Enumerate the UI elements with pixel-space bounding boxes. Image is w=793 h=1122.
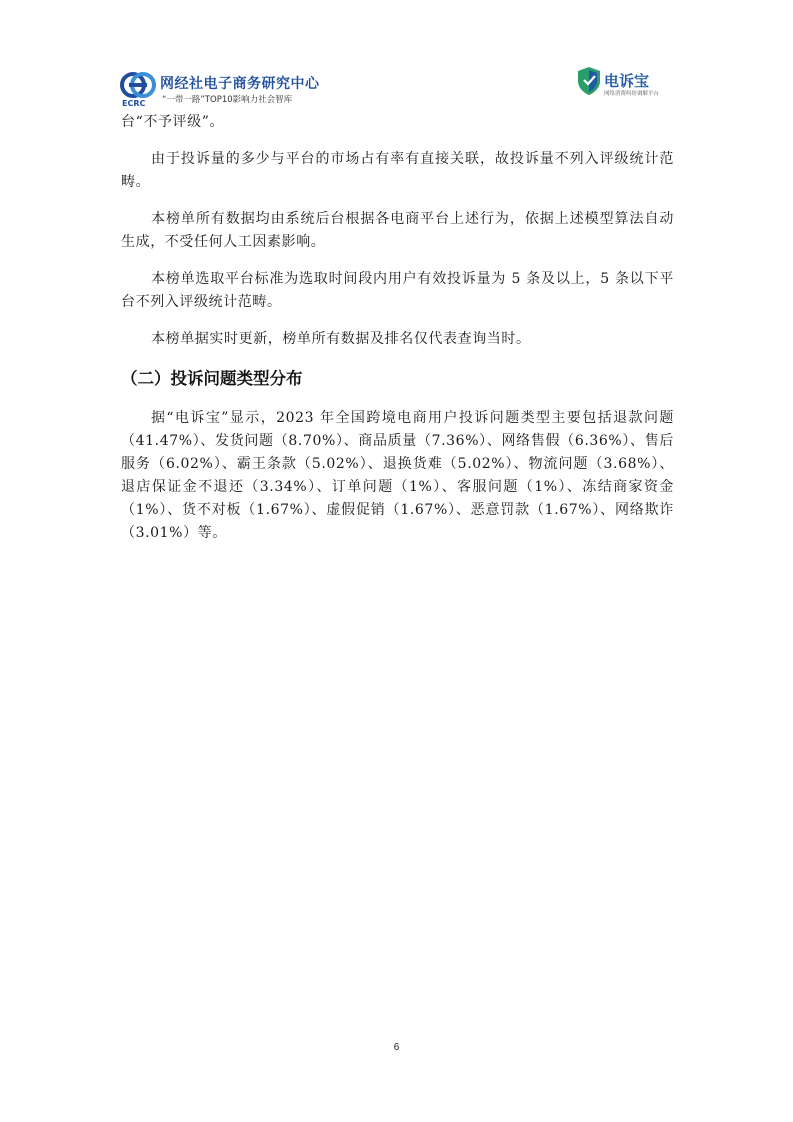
org-abbr: ECRC xyxy=(122,99,146,108)
ecrc-logo xyxy=(120,72,350,108)
brand-subtitle: 网络消费纠纷调解平台 xyxy=(604,91,660,97)
brand-name: 电诉宝 xyxy=(604,72,650,90)
paragraph-selection-criteria: 本榜单选取平台标准为选取时间段内用户有效投诉量为 5 条及以上，5 条以下平台不列入评级统计范畴。 xyxy=(121,271,674,310)
document-body xyxy=(121,111,674,545)
paragraph-complaint-types: 据“电诉宝”显示，2023 年全国跨境电商用户投诉问题类型主要包括退款问题（41.47%）、发货问题（8.70%）、商品质量（7.36%）、网络售假（6.36%）、售后服务（6.02%）、霸王条款（5.02%）、退换货难（5.02%）、物流问题（3.68%）、退店保证金不退还（3.34%）、订单问题（1%）、客服问题（1%）、冻结商家资金（1%）、货不对板（1.67%）、虚假促销（1.67%）、恶意罚款（1.67%）、网络欺诈（3.01%）等。 xyxy=(121,410,674,541)
section-heading: （二）投诉问题类型分布 xyxy=(121,369,303,388)
page-header xyxy=(0,0,793,110)
shield-icon xyxy=(576,66,602,96)
brand-logo xyxy=(576,66,686,106)
paragraph-realtime-update: 本榜单据实时更新，榜单所有数据及排名仅代表查询当时。 xyxy=(151,331,531,347)
page-number: 6 xyxy=(393,1042,400,1053)
paragraph-complaint-volume: 由于投诉量的多少与平台的市场占有率有直接关联，故投诉量不列入评级统计范畴。 xyxy=(121,151,674,190)
paragraph-continued: 台“不予评级”。 xyxy=(121,114,225,130)
org-title: 网经社电子商务研究中心 xyxy=(160,76,320,92)
org-subtitle: “一带一路”TOP10影响力社会智库 xyxy=(162,95,293,105)
paragraph-data-source: 本榜单所有数据均由系统后台根据各电商平台上述行为，依据上述模型算法自动生成，不受任何人工因素影响。 xyxy=(121,211,674,250)
